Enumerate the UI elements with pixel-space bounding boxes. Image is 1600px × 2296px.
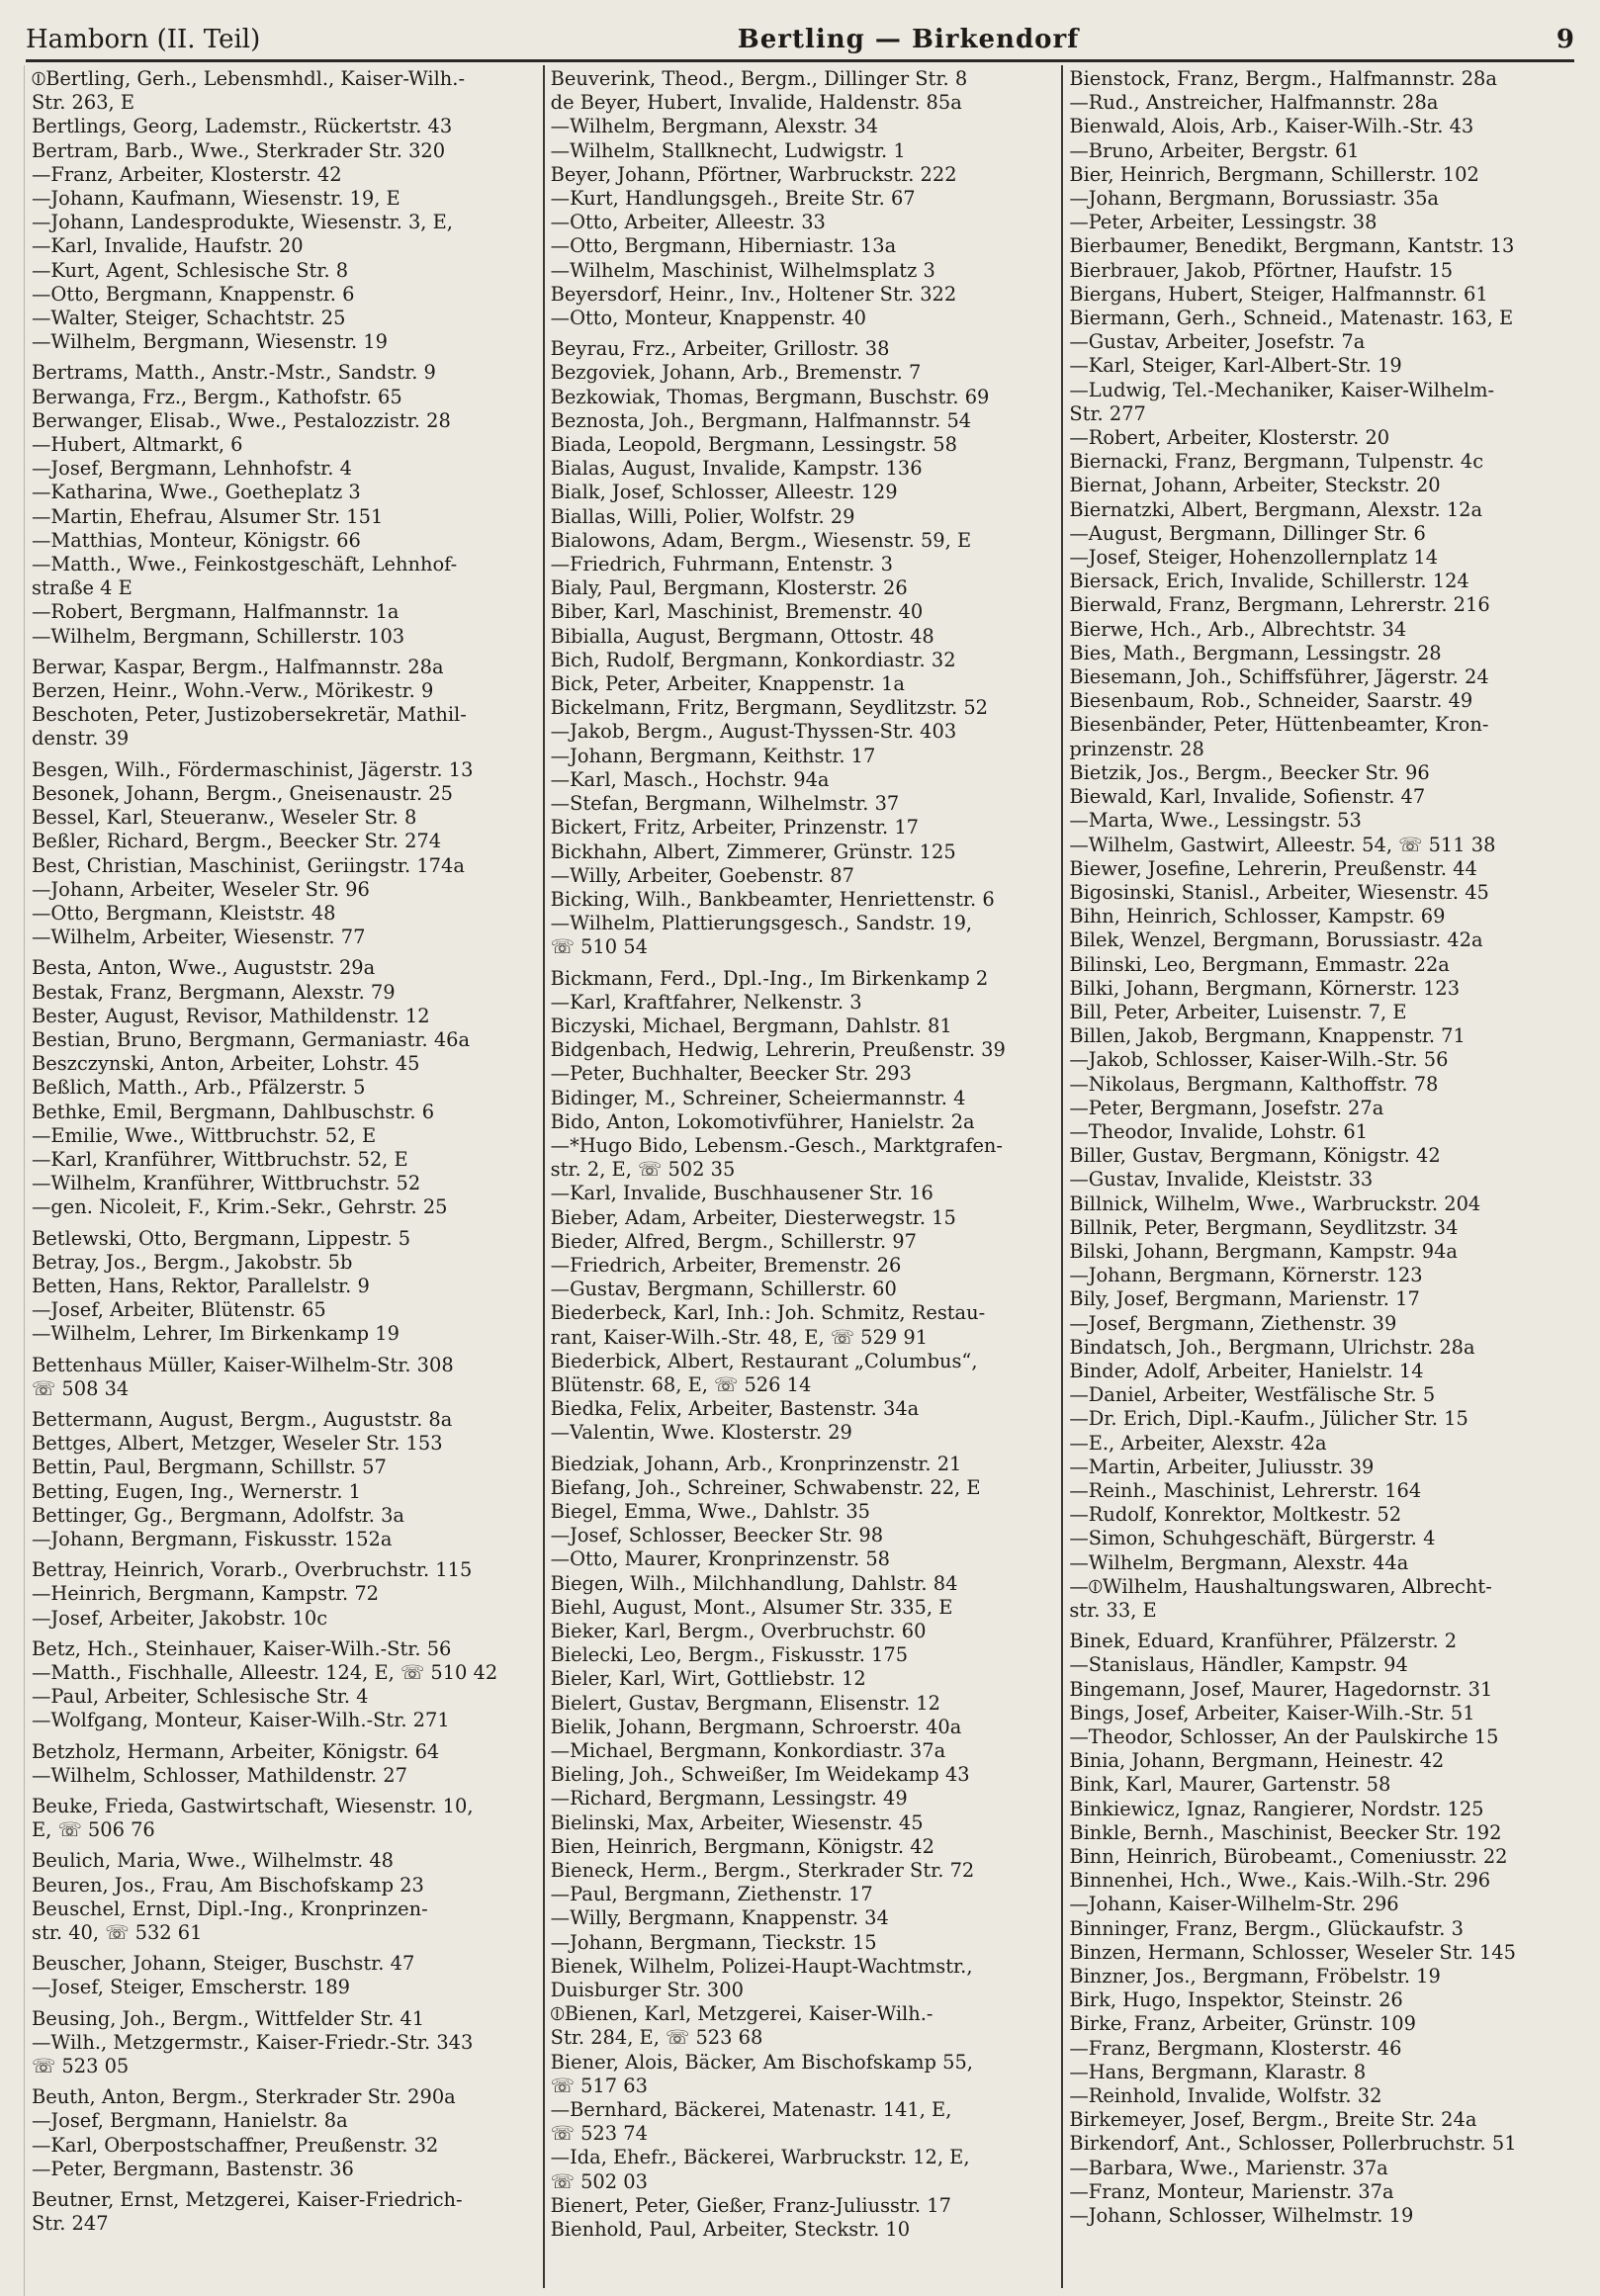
directory-entry: —Friedrich, Arbeiter, Bremenstr. 26 <box>550 1253 902 1277</box>
directory-entry: —Daniel, Arbeiter, Westfälische Str. 5 <box>1069 1383 1436 1407</box>
directory-entry: —Johann, Bergmann, Keithstr. 17 <box>550 744 876 767</box>
directory-entry: Biegen, Wilh., Milchhandlung, Dahlstr. 84 <box>550 1571 958 1595</box>
directory-entry: —Johann, Kaufmann, Wiesenstr. 19, E <box>32 187 400 211</box>
directory-entry: Bethke, Emil, Bergmann, Dahlbuschstr. 6 <box>32 1100 435 1123</box>
directory-entry: —Johann, Bergmann, Fiskusstr. 152a <box>32 1527 393 1550</box>
directory-entry: —Paul, Arbeiter, Schlesische Str. 4 <box>32 1685 369 1709</box>
directory-entry: —Wilhelm, Maschinist, Wilhelmsplatz 3 <box>550 258 935 282</box>
directory-entry: Bessel, Karl, Steueranw., Weseler Str. 8 <box>32 806 417 830</box>
directory-entry: Bietzik, Jos., Bergm., Beecker Str. 96 <box>1069 760 1430 784</box>
directory-entry: —Rudolf, Konrektor, Moltkestr. 52 <box>1069 1503 1402 1527</box>
directory-entry: —Peter, Bergmann, Bastenstr. 36 <box>32 2157 354 2180</box>
directory-entry: Binkle, Bernh., Maschinist, Beecker Str. 192 <box>1069 1820 1502 1844</box>
directory-entry: Duisburger Str. 300 <box>550 1979 744 2002</box>
directory-entry: Betting, Eugen, Ing., Wernerstr. 1 <box>32 1479 362 1503</box>
directory-entry: —Emilie, Wwe., Wittbruchstr. 52, E <box>32 1123 377 1147</box>
directory-entry: —Otto, Maurer, Kronprinzenstr. 58 <box>550 1547 891 1571</box>
directory-entry: —Dr. Erich, Dipl.-Kaufm., Jülicher Str. 15 <box>1069 1407 1468 1431</box>
directory-entry: Birk, Hugo, Inspektor, Steinstr. 26 <box>1069 1988 1403 2012</box>
directory-entry: —Willy, Bergmann, Knappenstr. 34 <box>550 1906 889 1930</box>
directory-entry: Beuke, Frieda, Gastwirtschaft, Wiesenstr. 10, <box>32 1795 474 1818</box>
directory-entry: Beßlich, Matth., Arb., Pfälzerstr. 5 <box>32 1076 366 1100</box>
directory-entry: Biehl, August, Mont., Alsumer Str. 335, E <box>550 1595 953 1619</box>
directory-entry: —Ida, Ehefr., Bäckerei, Warbruckstr. 12, E, <box>550 2146 970 2169</box>
directory-entry: ☏ 523 74 <box>550 2122 648 2146</box>
directory-entry: Beszczynski, Anton, Arbeiter, Lohstr. 45 <box>32 1052 420 1076</box>
directory-entry: Bertrams, Matth., Anstr.-Mstr., Sandstr. 9 <box>32 361 436 385</box>
page-gutter <box>0 65 25 2296</box>
directory-entry: Bettinger, Gg., Bergmann, Adolfstr. 3a <box>32 1503 404 1527</box>
directory-entry: —Wilh., Metzgermstr., Kaiser-Friedr.-Str. 343 <box>32 2030 474 2054</box>
directory-entry: Bienhold, Paul, Arbeiter, Steckstr. 10 <box>550 2218 911 2242</box>
directory-entry: Bieling, Joh., Schweißer, Im Weidekamp 43 <box>550 1763 970 1787</box>
directory-entry: —Stanislaus, Händler, Kampstr. 94 <box>1069 1653 1408 1677</box>
directory-entry: Bich, Rudolf, Bergmann, Konkordiastr. 32 <box>550 648 956 671</box>
directory-entry: —Reinh., Maschinist, Lehrerstr. 164 <box>1069 1478 1422 1502</box>
directory-entry: Best, Christian, Maschinist, Geriingstr. 174a <box>32 853 465 877</box>
directory-entry: Beuverink, Theod., Bergm., Dillinger Str. 8 <box>550 67 968 90</box>
column-3 <box>1061 65 1580 2288</box>
directory-entry: Bigosinski, Stanisl., Arbeiter, Wiesenstr. 45 <box>1069 880 1489 904</box>
directory-entry: Bettges, Albert, Metzger, Weseler Str. 153 <box>32 1432 443 1456</box>
directory-entry: Str. 284, E, ☏ 523 68 <box>550 2026 763 2050</box>
directory-entry: —Nikolaus, Bergmann, Kalthoffstr. 78 <box>1069 1072 1439 1096</box>
directory-entry: Binninger, Franz, Bergm., Glückaufstr. 3 <box>1069 1916 1464 1940</box>
directory-entry: prinzenstr. 28 <box>1069 737 1204 760</box>
directory-entry: Bindatsch, Joh., Bergmann, Ulrichstr. 28a <box>1069 1335 1475 1359</box>
directory-entry: —Josef, Bergmann, Lehnhofstr. 4 <box>32 457 352 481</box>
directory-entry: —Robert, Bergmann, Halfmannstr. 1a <box>32 600 400 624</box>
directory-entry: Beyrau, Frz., Arbeiter, Grillostr. 38 <box>550 337 890 361</box>
directory-entry: Biersack, Erich, Invalide, Schillerstr. 124 <box>1069 570 1469 593</box>
directory-entry: Bibialla, August, Bergmann, Ottostr. 48 <box>550 624 934 648</box>
directory-entry: Bestak, Franz, Bergmann, Alexstr. 79 <box>32 980 396 1004</box>
directory-entry: ⦶Bertling, Gerh., Lebensmhdl., Kaiser-Wilh.- <box>32 67 466 90</box>
directory-entry: —Jakob, Schlosser, Kaiser-Wilh.-Str. 56 <box>1069 1048 1449 1072</box>
column-2 <box>543 65 1062 2288</box>
directory-entry: Bieneck, Herm., Bergm., Sterkrader Str. 72 <box>550 1859 975 1883</box>
directory-entry: —Kurt, Agent, Schlesische Str. 8 <box>32 258 349 282</box>
directory-entry: —Peter, Bergmann, Josefstr. 27a <box>1069 1096 1384 1119</box>
directory-entry: —Paul, Bergmann, Ziethenstr. 17 <box>550 1883 873 1906</box>
directory-entry: —Wilhelm, Bergmann, Schillerstr. 103 <box>32 624 405 648</box>
directory-entry: —Reinhold, Invalide, Wolfstr. 32 <box>1069 2084 1382 2108</box>
directory-entry: —Johann, Bergmann, Borussiastr. 35a <box>1069 187 1439 211</box>
directory-entry: Bien, Heinrich, Bergmann, Königstr. 42 <box>550 1834 934 1858</box>
directory-entry: —Robert, Arbeiter, Klosterstr. 20 <box>1069 426 1390 450</box>
directory-entry: Binkiewicz, Ignaz, Rangierer, Nordstr. 125 <box>1069 1797 1484 1820</box>
directory-entry: —Friedrich, Fuhrmann, Entenstr. 3 <box>550 553 893 576</box>
directory-entry: Binder, Adolf, Arbeiter, Hanielstr. 14 <box>1069 1359 1424 1382</box>
directory-entry: —Hans, Bergmann, Klarastr. 8 <box>1069 2060 1367 2083</box>
directory-entry: —Otto, Bergmann, Kleiststr. 48 <box>32 901 336 925</box>
directory-entry: Biesenbaum, Rob., Schneider, Saarstr. 49 <box>1069 689 1473 713</box>
directory-entry: Bielert, Gustav, Bergmann, Elisenstr. 12 <box>550 1691 940 1715</box>
directory-entry: Bingemann, Josef, Maurer, Hagedornstr. 31 <box>1069 1677 1493 1701</box>
directory-entry: —Peter, Buchhalter, Beecker Str. 293 <box>550 1062 912 1086</box>
directory-entry: Besonek, Johann, Bergm., Gneisenaustr. 25 <box>32 781 453 805</box>
directory-entry: —Franz, Monteur, Marienstr. 37a <box>1069 2179 1394 2203</box>
directory-entry: —Richard, Bergmann, Lessingstr. 49 <box>550 1787 908 1810</box>
directory-entry: Bestian, Bruno, Bergmann, Germaniastr. 46a <box>32 1027 471 1051</box>
directory-entry: Biernatzki, Albert, Bergmann, Alexstr. 12a <box>1069 497 1483 521</box>
directory-entry: —Bernhard, Bäckerei, Matenastr. 141, E, <box>550 2098 952 2122</box>
directory-entry: Bidgenbach, Hedwig, Lehrerin, Preußenstr. 39 <box>550 1038 1006 1062</box>
page-number: 9 <box>1556 25 1574 54</box>
directory-entry: Bily, Josef, Bergmann, Marienstr. 17 <box>1069 1287 1420 1311</box>
directory-entry: —Josef, Schlosser, Beecker Str. 98 <box>550 1524 884 1547</box>
directory-entry: Bido, Anton, Lokomotivführer, Hanielstr. 2a <box>550 1109 975 1133</box>
directory-entry: —gen. Nicoleit, F., Krim.-Sekr., Gehrstr. 25 <box>32 1195 448 1219</box>
directory-entry: —Matth., Fischhalle, Alleestr. 124, E, ☏ 510 42 <box>32 1661 498 1684</box>
directory-entry: straße 4 E <box>32 576 133 600</box>
directory-entry: Beutner, Ernst, Metzgerei, Kaiser-Friedrich- <box>32 2188 463 2212</box>
directory-entry: Bickelmann, Fritz, Bergmann, Seydlitzstr. 52 <box>550 696 989 720</box>
directory-entry: Biegel, Emma, Wwe., Dahlstr. 35 <box>550 1499 871 1523</box>
directory-entry: Bings, Josef, Arbeiter, Kaiser-Wilh.-Str. 51 <box>1069 1701 1475 1724</box>
directory-entry: Bielik, Johann, Bergmann, Schroerstr. 40a <box>550 1715 962 1738</box>
directory-entry: Bickert, Fritz, Arbeiter, Prinzenstr. 17 <box>550 816 920 839</box>
directory-entry: Besta, Anton, Wwe., Auguststr. 29a <box>32 956 376 980</box>
directory-entry: —Hubert, Altmarkt, 6 <box>32 433 243 457</box>
directory-entry: —Bruno, Arbeiter, Bergstr. 61 <box>1069 138 1360 162</box>
directory-entry: —Matth., Wwe., Feinkostgeschäft, Lehnhof- <box>32 553 458 576</box>
directory-entry: Berzen, Heinr., Wohn.-Verw., Mörikestr. 9 <box>32 679 434 703</box>
directory-entry: —Johann, Kaiser-Wilhelm-Str. 296 <box>1069 1893 1399 1916</box>
directory-entry: Bettermann, August, Bergm., Auguststr. 8a <box>32 1407 453 1431</box>
directory-entry: Beuth, Anton, Bergm., Sterkrader Str. 290a <box>32 2085 456 2109</box>
directory-entry: —Heinrich, Bergmann, Kampstr. 72 <box>32 1582 379 1606</box>
directory-entry: denstr. 39 <box>32 727 130 751</box>
header-name-range: Bertling — Birkendorf <box>737 25 1080 54</box>
directory-entry: —Johann, Arbeiter, Weseler Str. 96 <box>32 877 370 901</box>
directory-entry: Bilki, Johann, Bergmann, Körnerstr. 123 <box>1069 976 1461 1000</box>
directory-entry: Bielinski, Max, Arbeiter, Wiesenstr. 45 <box>550 1810 924 1834</box>
directory-entry: Bialy, Paul, Bergmann, Klosterstr. 26 <box>550 576 908 600</box>
directory-entry: —Wilhelm, Gastwirt, Alleestr. 54, ☏ 511 38 <box>1069 833 1496 856</box>
directory-entry: Biesenbänder, Peter, Hüttenbeamter, Kron- <box>1069 713 1489 737</box>
directory-entry: —Wilhelm, Stallknecht, Ludwigstr. 1 <box>550 138 906 162</box>
directory-entry: —Jakob, Bergm., August-Thyssen-Str. 403 <box>550 720 957 744</box>
directory-entry: —Wilhelm, Schlosser, Mathildenstr. 27 <box>32 1763 407 1787</box>
directory-entry: ☏ 523 05 <box>32 2055 130 2078</box>
directory-entry: —Theodor, Invalide, Lohstr. 61 <box>1069 1119 1369 1143</box>
directory-entry: —Johann, Bergmann, Tieckstr. 15 <box>550 1930 877 1954</box>
directory-entry: ☏ 508 34 <box>32 1376 130 1400</box>
directory-entry: —Karl, Steiger, Karl-Albert-Str. 19 <box>1069 354 1402 378</box>
directory-entry: Blütenstr. 68, E, ☏ 526 14 <box>550 1372 812 1396</box>
directory-entry: Binzner, Jos., Bergmann, Fröbelstr. 19 <box>1069 1965 1441 1988</box>
directory-entry: —Wilhelm, Bergmann, Alexstr. 34 <box>550 115 879 138</box>
directory-entry: Str. 263, E <box>32 91 135 115</box>
directory-entry: Billnik, Peter, Bergmann, Seydlitzstr. 34 <box>1069 1215 1459 1239</box>
directory-entry: Bienert, Peter, Gießer, Franz-Juliusstr. 17 <box>550 2193 951 2217</box>
directory-entry: Billnick, Wilhelm, Wwe., Warbruckstr. 204 <box>1069 1192 1481 1215</box>
directory-entry: Bick, Peter, Arbeiter, Knappenstr. 1a <box>550 672 905 696</box>
directory-entry: Betz, Hch., Steinhauer, Kaiser-Wilh.-Str. 56 <box>32 1636 452 1660</box>
directory-entry: Berwanga, Frz., Bergm., Kathofstr. 65 <box>32 385 402 408</box>
directory-entry: Biederbick, Albert, Restaurant „Columbus“, <box>550 1349 978 1372</box>
directory-entry: Bertlings, Georg, Lademstr., Rückertstr. 43 <box>32 115 453 138</box>
directory-entry: Beyer, Johann, Pförtner, Warbruckstr. 222 <box>550 162 957 186</box>
directory-entry: —Kurt, Handlungsgeh., Breite Str. 67 <box>550 187 916 211</box>
directory-entry: Berwar, Kaspar, Bergm., Halfmannstr. 28a <box>32 655 444 678</box>
directory-entry: —Karl, Invalide, Buschhausener Str. 16 <box>550 1182 933 1205</box>
directory-entry: Beßler, Richard, Bergm., Beecker Str. 274 <box>32 830 442 853</box>
directory-entry: Bezgoviek, Johann, Arb., Bremenstr. 7 <box>550 361 922 385</box>
directory-entry: —Johann, Landesprodukte, Wiesenstr. 3, E, <box>32 211 453 234</box>
directory-entry: —Michael, Bergmann, Konkordiastr. 37a <box>550 1739 946 1763</box>
directory-entry: —Wolfgang, Monteur, Kaiser-Wilh.-Str. 271 <box>32 1709 450 1732</box>
directory-entry: Biedka, Felix, Arbeiter, Bastenstr. 34a <box>550 1397 920 1421</box>
directory-entry: —Otto, Arbeiter, Alleestr. 33 <box>550 211 826 234</box>
directory-entry: Bialas, August, Invalide, Kampstr. 136 <box>550 457 923 481</box>
directory-entry: —Peter, Arbeiter, Lessingstr. 38 <box>1069 211 1378 234</box>
directory-entry: Biesemann, Joh., Schiffsführer, Jägerstr. 24 <box>1069 665 1489 689</box>
directory-entry: Binnenhei, Hch., Wwe., Kais.-Wilh.-Str. 296 <box>1069 1869 1491 1893</box>
directory-entry: —Valentin, Wwe. Klosterstr. 29 <box>550 1421 852 1445</box>
directory-entry: Bierbaumer, Benedikt, Bergmann, Kantstr. 13 <box>1069 234 1515 258</box>
directory-entry: Bilinski, Leo, Bergmann, Emmastr. 22a <box>1069 952 1450 976</box>
directory-entry: —Josef, Bergmann, Hanielstr. 8a <box>32 2109 348 2133</box>
directory-entry: Beznosta, Joh., Bergmann, Halfmannstr. 54 <box>550 408 972 432</box>
directory-entry: Bettin, Paul, Bergmann, Schillstr. 57 <box>32 1456 387 1479</box>
directory-entry: Bester, August, Revisor, Mathildenstr. 12 <box>32 1004 430 1027</box>
directory-entry: —Stefan, Bergmann, Wilhelmstr. 37 <box>550 792 900 816</box>
directory-entry: Bialowons, Adam, Bergm., Wiesenstr. 59, E <box>550 528 972 552</box>
column-1 <box>26 65 543 2288</box>
directory-entry: Binn, Heinrich, Bürobeamt., Comeniusstr. 22 <box>1069 1845 1508 1869</box>
directory-entry: Beuscher, Johann, Steiger, Buschstr. 47 <box>32 1952 415 1976</box>
directory-entry: str. 2, E, ☏ 502 35 <box>550 1158 736 1182</box>
directory-entry: —Josef, Steiger, Hohenzollernplatz 14 <box>1069 546 1439 570</box>
directory-entry: Bihn, Heinrich, Schlosser, Kampstr. 69 <box>1069 905 1446 928</box>
directory-entry: Beusing, Joh., Bergm., Wittfelder Str. 41 <box>32 2006 425 2030</box>
directory-entry: —Marta, Wwe., Lessingstr. 53 <box>1069 809 1362 833</box>
directory-entry: Biermann, Gerh., Schneid., Matenastr. 163, E <box>1069 307 1514 330</box>
directory-entry: Biallas, Willi, Polier, Wolfstr. 29 <box>550 504 855 528</box>
directory-entry: ☏ 502 03 <box>550 2169 648 2193</box>
directory-entry: ☏ 510 54 <box>550 935 648 959</box>
directory-entry: Biewer, Josefine, Lehrerin, Preußenstr. 44 <box>1069 856 1477 880</box>
directory-entry: —Gustav, Invalide, Kleiststr. 33 <box>1069 1168 1374 1192</box>
directory-entry: —Walter, Steiger, Schachtstr. 25 <box>32 307 346 330</box>
directory-entry: Beulich, Maria, Wwe., Wilhelmstr. 48 <box>32 1849 394 1873</box>
directory-entry: Biewald, Karl, Invalide, Sofienstr. 47 <box>1069 785 1426 809</box>
directory-entry: Biernacki, Franz, Bergmann, Tulpenstr. 4c <box>1069 450 1484 474</box>
directory-entry: —Willy, Arbeiter, Goebenstr. 87 <box>550 863 854 887</box>
directory-entry: Str. 277 <box>1069 401 1146 425</box>
directory-entry: Bertram, Barb., Wwe., Sterkrader Str. 320 <box>32 138 446 162</box>
directory-entry: —⦶Wilhelm, Haushaltungswaren, Albrecht- <box>1069 1574 1492 1598</box>
directory-entry: Birkemeyer, Josef, Bergm., Breite Str. 24a <box>1069 2108 1477 2132</box>
directory-entry: Binia, Johann, Bergmann, Heinestr. 42 <box>1069 1749 1445 1773</box>
directory-entry: —Wilhelm, Kranführer, Wittbruchstr. 52 <box>32 1172 421 1195</box>
directory-entry: —Franz, Bergmann, Klosterstr. 46 <box>1069 2036 1402 2060</box>
directory-entry: Bilek, Wenzel, Bergmann, Borussiastr. 42a <box>1069 928 1483 952</box>
directory-entry: Beuren, Jos., Frau, Am Bischofskamp 23 <box>32 1873 424 1897</box>
directory-entry: —Wilhelm, Lehrer, Im Birkenkamp 19 <box>32 1322 400 1346</box>
header-section-title: Hamborn (II. Teil) <box>26 25 261 54</box>
directory-entry: —Wilhelm, Plattierungsgesch., Sandstr. 19, <box>550 912 973 935</box>
directory-entry: Bielecki, Leo, Bergm., Fiskusstr. 175 <box>550 1643 909 1667</box>
directory-entry: str. 33, E <box>1069 1599 1157 1622</box>
directory-entry: Biada, Leopold, Bergmann, Lessingstr. 58 <box>550 433 957 457</box>
directory-entry: —Martin, Arbeiter, Juliusstr. 39 <box>1069 1455 1375 1478</box>
directory-entry: ⦶Bienen, Karl, Metzgerei, Kaiser-Wilh.- <box>550 2002 933 2026</box>
directory-entry: Berwanger, Elisab., Wwe., Pestalozzistr. 28 <box>32 408 451 432</box>
page-header <box>26 20 1574 62</box>
directory-entry: Bierwald, Franz, Bergmann, Lehrerstr. 216 <box>1069 593 1490 617</box>
directory-entry: Bienstock, Franz, Bergm., Halfmannstr. 28a <box>1069 67 1497 90</box>
directory-entry: Binzen, Hermann, Schlosser, Weseler Str. 145 <box>1069 1940 1516 1964</box>
directory-entry: —Johann, Schlosser, Wilhelmstr. 19 <box>1069 2204 1414 2228</box>
directory-entry: Bies, Math., Bergmann, Lessingstr. 28 <box>1069 641 1442 664</box>
directory-entry: —Gustav, Arbeiter, Josefstr. 7a <box>1069 330 1366 354</box>
directory-entry: —Josef, Arbeiter, Blütenstr. 65 <box>32 1298 326 1322</box>
directory-entry: —Theodor, Schlosser, An der Paulskirche 15 <box>1069 1725 1499 1749</box>
directory-entry: Biener, Alois, Bäcker, Am Bischofskamp 55, <box>550 2050 973 2074</box>
directory-entry: —Karl, Invalide, Haufstr. 20 <box>32 234 304 258</box>
directory-entry: Biernat, Johann, Arbeiter, Steckstr. 20 <box>1069 474 1441 497</box>
directory-entry: Bickmann, Ferd., Dpl.-Ing., Im Birkenkamp 2 <box>550 966 989 990</box>
directory-entry: —*Hugo Bido, Lebensm.-Gesch., Marktgrafen- <box>550 1133 1003 1157</box>
directory-entry: Bieder, Alfred, Bergm., Schillerstr. 97 <box>550 1229 917 1253</box>
directory-entry: str. 40, ☏ 532 61 <box>32 1921 203 1945</box>
directory-entry: —Katharina, Wwe., Goetheplatz 3 <box>32 481 361 504</box>
directory-entry: Beuschel, Ernst, Dipl.-Ing., Kronprinzen- <box>32 1897 428 1920</box>
directory-entry: —Karl, Masch., Hochstr. 94a <box>550 767 830 791</box>
directory-entry: Bilski, Johann, Bergmann, Kampstr. 94a <box>1069 1239 1458 1263</box>
directory-entry: Birke, Franz, Arbeiter, Grünstr. 109 <box>1069 2012 1416 2036</box>
directory-entry: —Johann, Bergmann, Körnerstr. 123 <box>1069 1264 1423 1287</box>
directory-entry: Biczyski, Michael, Bergmann, Dahlstr. 81 <box>550 1014 952 1037</box>
directory-entry: de Beyer, Hubert, Invalide, Haldenstr. 85a <box>550 91 962 115</box>
directory-entry: Bieber, Adam, Arbeiter, Diesterwegstr. 15 <box>550 1205 956 1229</box>
directory-entry: Betray, Jos., Bergm., Jakobstr. 5b <box>32 1250 353 1274</box>
directory-entry: Str. 247 <box>32 2212 109 2236</box>
directory-entry: Bienwald, Alois, Arb., Kaiser-Wilh.-Str. 43 <box>1069 115 1474 138</box>
directory-entry: Bialk, Josef, Schlosser, Alleestr. 129 <box>550 481 898 504</box>
directory-entry: —Otto, Bergmann, Hiberniastr. 13a <box>550 234 897 258</box>
directory-entry: ☏ 517 63 <box>550 2074 648 2097</box>
directory-entry: Bezkowiak, Thomas, Bergmann, Buschstr. 69 <box>550 385 990 408</box>
directory-entry: Bienek, Wilhelm, Polizei-Haupt-Wachtmstr., <box>550 1954 973 1978</box>
directory-entry: —Rud., Anstreicher, Halfmannstr. 28a <box>1069 91 1439 115</box>
directory-entry: —Josef, Arbeiter, Jakobstr. 10c <box>32 1606 328 1630</box>
directory-entry: Besgen, Wilh., Fördermaschinist, Jägerstr. 13 <box>32 757 474 781</box>
directory-entry: Bierbrauer, Jakob, Pförtner, Haufstr. 15 <box>1069 258 1454 282</box>
directory-entry: Bicking, Wilh., Bankbeamter, Henriettenstr. 6 <box>550 887 995 911</box>
directory-entry: —August, Bergmann, Dillinger Str. 6 <box>1069 521 1426 545</box>
directory-entry: —Barbara, Wwe., Marienstr. 37a <box>1069 2156 1388 2179</box>
directory-entry: Bettenhaus Müller, Kaiser-Wilhelm-Str. 308 <box>32 1353 454 1376</box>
directory-entry: Bier, Heinrich, Bergmann, Schillerstr. 102 <box>1069 162 1479 186</box>
directory-entry: Biergans, Hubert, Steiger, Halfmannstr. 61 <box>1069 282 1488 306</box>
directory-entry: —Otto, Monteur, Knappenstr. 40 <box>550 307 866 330</box>
directory-entry: Beschoten, Peter, Justizobersekretär, Mathil- <box>32 703 467 727</box>
directory-entry: —Simon, Schuhgeschäft, Bürgerstr. 4 <box>1069 1527 1436 1550</box>
directory-entry: Billen, Jakob, Bergmann, Knappenstr. 71 <box>1069 1024 1466 1048</box>
directory-entry: —E., Arbeiter, Alexstr. 42a <box>1069 1431 1327 1455</box>
directory-entry: Bill, Peter, Arbeiter, Luisenstr. 7, E <box>1069 1000 1407 1023</box>
directory-entry: —Josef, Steiger, Emscherstr. 189 <box>32 1976 350 1999</box>
directory-entry: —Wilhelm, Bergmann, Wiesenstr. 19 <box>32 330 388 354</box>
directory-entry: —Matthias, Monteur, Königstr. 66 <box>32 528 361 552</box>
directory-entry: Betten, Hans, Rektor, Parallelstr. 9 <box>32 1274 370 1297</box>
directory-entry: Biller, Gustav, Bergmann, Königstr. 42 <box>1069 1144 1441 1168</box>
directory-entry: E, ☏ 506 76 <box>32 1818 155 1842</box>
directory-entry: —Ludwig, Tel.-Mechaniker, Kaiser-Wilhelm- <box>1069 378 1495 401</box>
directory-entry: Biber, Karl, Maschinist, Bremenstr. 40 <box>550 600 924 624</box>
directory-entry: Betlewski, Otto, Bergmann, Lippestr. 5 <box>32 1226 411 1250</box>
directory-entry: Betzholz, Hermann, Arbeiter, Königstr. 64 <box>32 1739 440 1763</box>
directory-entry: Birkendorf, Ant., Schlosser, Pollerbruchstr. 51 <box>1069 2132 1517 2156</box>
directory-entry: Bettray, Heinrich, Vorarb., Overbruchstr. 115 <box>32 1558 473 1582</box>
directory-entry: Binek, Eduard, Kranführer, Pfälzerstr. 2 <box>1069 1630 1458 1653</box>
directory-entry: Biefang, Joh., Schreiner, Schwabenstr. 22, E <box>550 1475 981 1499</box>
directory-entry: rant, Kaiser-Wilh.-Str. 48, E, ☏ 529 91 <box>550 1325 929 1349</box>
directory-entry: Bickhahn, Albert, Zimmerer, Grünstr. 125 <box>550 839 956 863</box>
directory-entry: —Wilhelm, Arbeiter, Wiesenstr. 77 <box>32 926 366 949</box>
directory-entry: —Otto, Bergmann, Knappenstr. 6 <box>32 282 355 306</box>
directory-entry: Bidinger, M., Schreiner, Scheiermannstr. 4 <box>550 1086 966 1109</box>
directory-entry: Beyersdorf, Heinr., Inv., Holtener Str. 322 <box>550 282 957 306</box>
directory-entry: —Josef, Bergmann, Ziethenstr. 39 <box>1069 1311 1397 1335</box>
directory-entry: —Franz, Arbeiter, Klosterstr. 42 <box>32 162 342 186</box>
directory-entry: Bieler, Karl, Wirt, Gottliebstr. 12 <box>550 1667 866 1691</box>
directory-entry: Bieker, Karl, Bergm., Overbruchstr. 60 <box>550 1620 927 1642</box>
directory-columns <box>26 65 1580 2288</box>
directory-entry: Bink, Karl, Maurer, Gartenstr. 58 <box>1069 1773 1391 1797</box>
directory-entry: Bierwe, Hch., Arb., Albrechtstr. 34 <box>1069 617 1407 641</box>
directory-entry: —Karl, Oberpostschaffner, Preußenstr. 32 <box>32 2133 439 2157</box>
directory-entry: —Gustav, Bergmann, Schillerstr. 60 <box>550 1278 897 1301</box>
directory-entry: —Karl, Kraftfahrer, Nelkenstr. 3 <box>550 990 862 1014</box>
directory-entry: Biedziak, Johann, Arb., Kronprinzenstr. 21 <box>550 1452 962 1475</box>
directory-entry: Biederbeck, Karl, Inh.: Joh. Schmitz, Restau- <box>550 1301 986 1325</box>
directory-entry: —Karl, Kranführer, Wittbruchstr. 52, E <box>32 1147 408 1171</box>
directory-entry: —Wilhelm, Bergmann, Alexstr. 44a <box>1069 1550 1409 1574</box>
directory-entry: —Martin, Ehefrau, Alsumer Str. 151 <box>32 504 384 528</box>
